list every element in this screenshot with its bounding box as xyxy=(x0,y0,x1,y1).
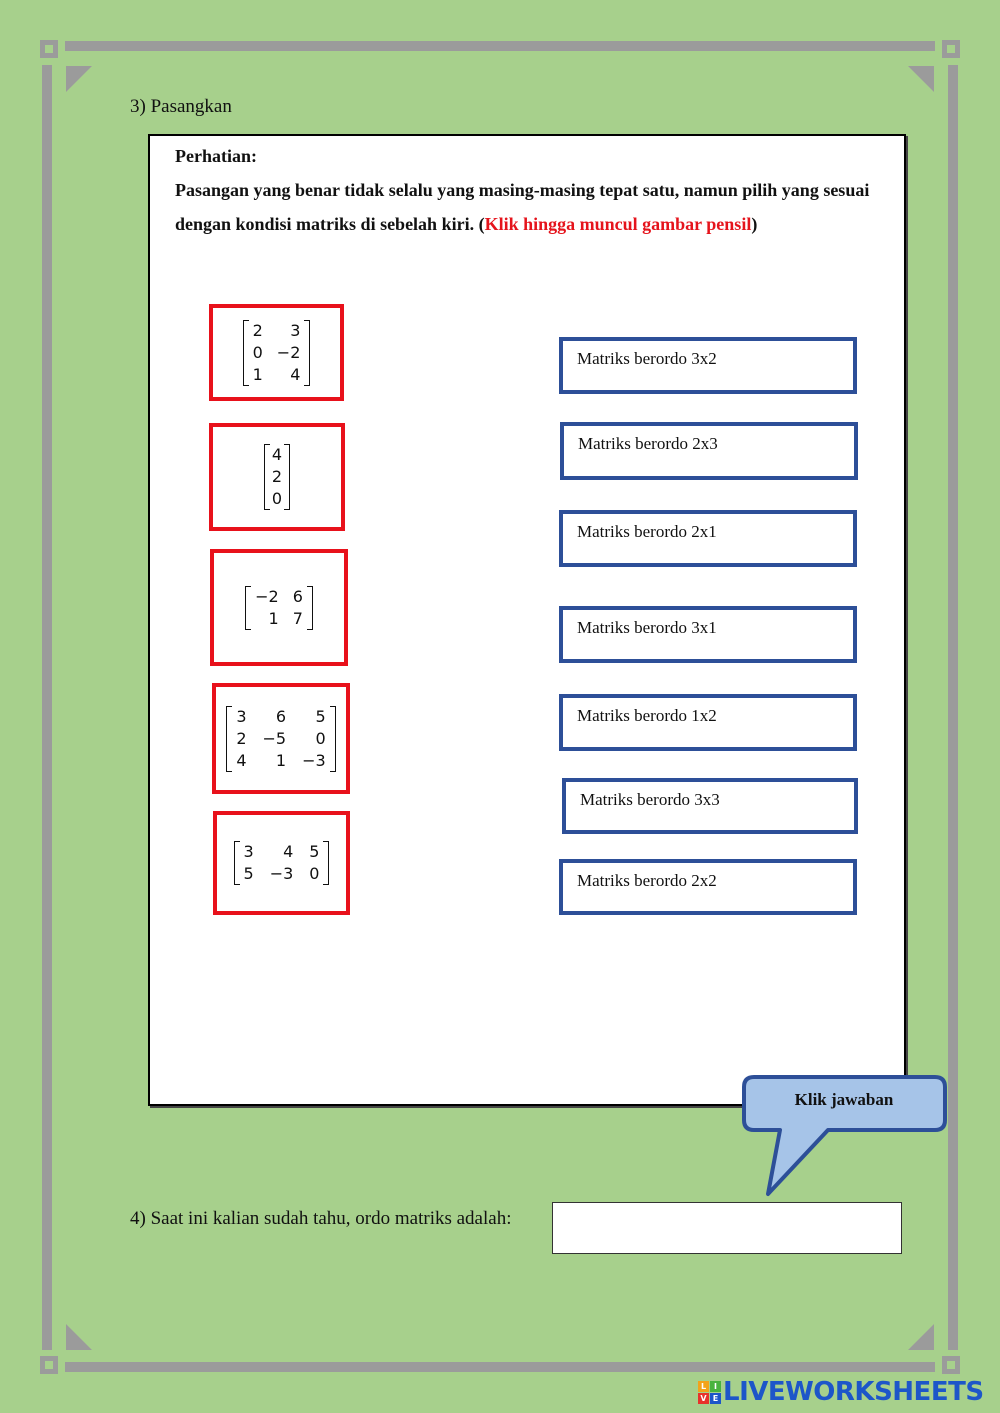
question-4-label: 4) Saat ini kalian sudah tahu, ordo matriks adalah: xyxy=(130,1208,512,1229)
matrix-cell: 1 xyxy=(252,364,263,384)
matrix-2 xyxy=(264,444,290,510)
matrix-box-1[interactable] xyxy=(209,304,344,401)
matrix-cell: 0 xyxy=(271,489,283,508)
matrix-cell: 5 xyxy=(309,842,320,861)
matrix-cell: 4 xyxy=(283,842,294,861)
matrix-cell: 2 xyxy=(271,467,283,486)
callout-label: Klik jawaban xyxy=(794,1090,894,1109)
order-answer-input[interactable] xyxy=(552,1202,902,1254)
answer-box-2x2[interactable]: Matriks berordo 2x2 xyxy=(559,859,857,915)
matrix-cell: 4 xyxy=(236,750,247,770)
matrix-box-2[interactable] xyxy=(209,423,345,531)
matrix-cell: 0 xyxy=(252,342,263,362)
notice-text-close: ) xyxy=(751,214,758,234)
matrix-1 xyxy=(243,320,311,386)
matrix-cell: 3 xyxy=(243,842,254,861)
liveworksheets-brand: LIVEWORKSHEETS xyxy=(723,1377,984,1407)
matrix-cell: 4 xyxy=(290,364,301,384)
matrix-box-4[interactable] xyxy=(212,683,350,794)
matrix-cell: 5 xyxy=(315,706,326,726)
matrix-cell: 6 xyxy=(292,586,303,606)
matrix-cell: −3 xyxy=(269,864,294,883)
logo-letter: I xyxy=(710,1381,721,1392)
question-3-label: 3) Pasangkan xyxy=(130,96,232,117)
matrix-cell: 4 xyxy=(271,445,283,464)
matrix-5 xyxy=(234,841,330,885)
answer-box-2x1[interactable]: Matriks berordo 2x1 xyxy=(559,510,857,567)
matrix-box-5[interactable] xyxy=(213,811,350,915)
matrix-cell: −3 xyxy=(302,750,326,770)
notice-text-red: Klik hingga muncul gambar pensil xyxy=(484,214,752,234)
matrix-cell: −5 xyxy=(262,728,287,748)
answer-box-3x3[interactable]: Matriks berordo 3x3 xyxy=(562,778,858,834)
matrix-cell: 1 xyxy=(275,750,287,770)
matrix-cell: 5 xyxy=(243,864,254,883)
logo-letter: L xyxy=(698,1381,709,1392)
matrix-cell: 2 xyxy=(236,728,247,748)
matrix-box-3[interactable] xyxy=(210,549,348,666)
logo-letter: E xyxy=(710,1393,721,1404)
answer-box-3x2[interactable]: Matriks berordo 3x2 xyxy=(559,337,857,394)
matrix-cell: 3 xyxy=(236,706,247,726)
notice-text-main: Pasangan yang benar tidak selalu yang masing-masing tepat satu, namun pilih yang sesuai dengan kondisi matriks di sebelah kiri. ( xyxy=(175,180,870,234)
answer-box-2x3[interactable]: Matriks berordo 2x3 xyxy=(560,422,858,480)
liveworksheets-logo[interactable] xyxy=(698,1374,984,1410)
logo-letter: V xyxy=(698,1393,709,1404)
matrix-cell: 1 xyxy=(268,608,279,628)
matrix-cell: 6 xyxy=(275,706,287,726)
matrix-cell: −2 xyxy=(276,342,301,362)
notice-text xyxy=(175,173,900,241)
liveworksheets-mark-icon xyxy=(698,1381,721,1404)
matrix-cell: 2 xyxy=(252,320,263,340)
matrix-3 xyxy=(245,586,313,630)
matrix-4 xyxy=(226,706,335,772)
matrix-cell: 0 xyxy=(315,728,326,748)
matrix-cell: −2 xyxy=(255,586,279,606)
notice-title: Perhatian: xyxy=(175,146,257,166)
matrix-cell: 7 xyxy=(292,608,303,628)
answer-box-3x1[interactable]: Matriks berordo 3x1 xyxy=(559,606,857,663)
matrix-cell: 3 xyxy=(290,320,301,340)
matrix-cell: 0 xyxy=(309,864,320,883)
answer-box-1x2[interactable]: Matriks berordo 1x2 xyxy=(559,694,857,751)
